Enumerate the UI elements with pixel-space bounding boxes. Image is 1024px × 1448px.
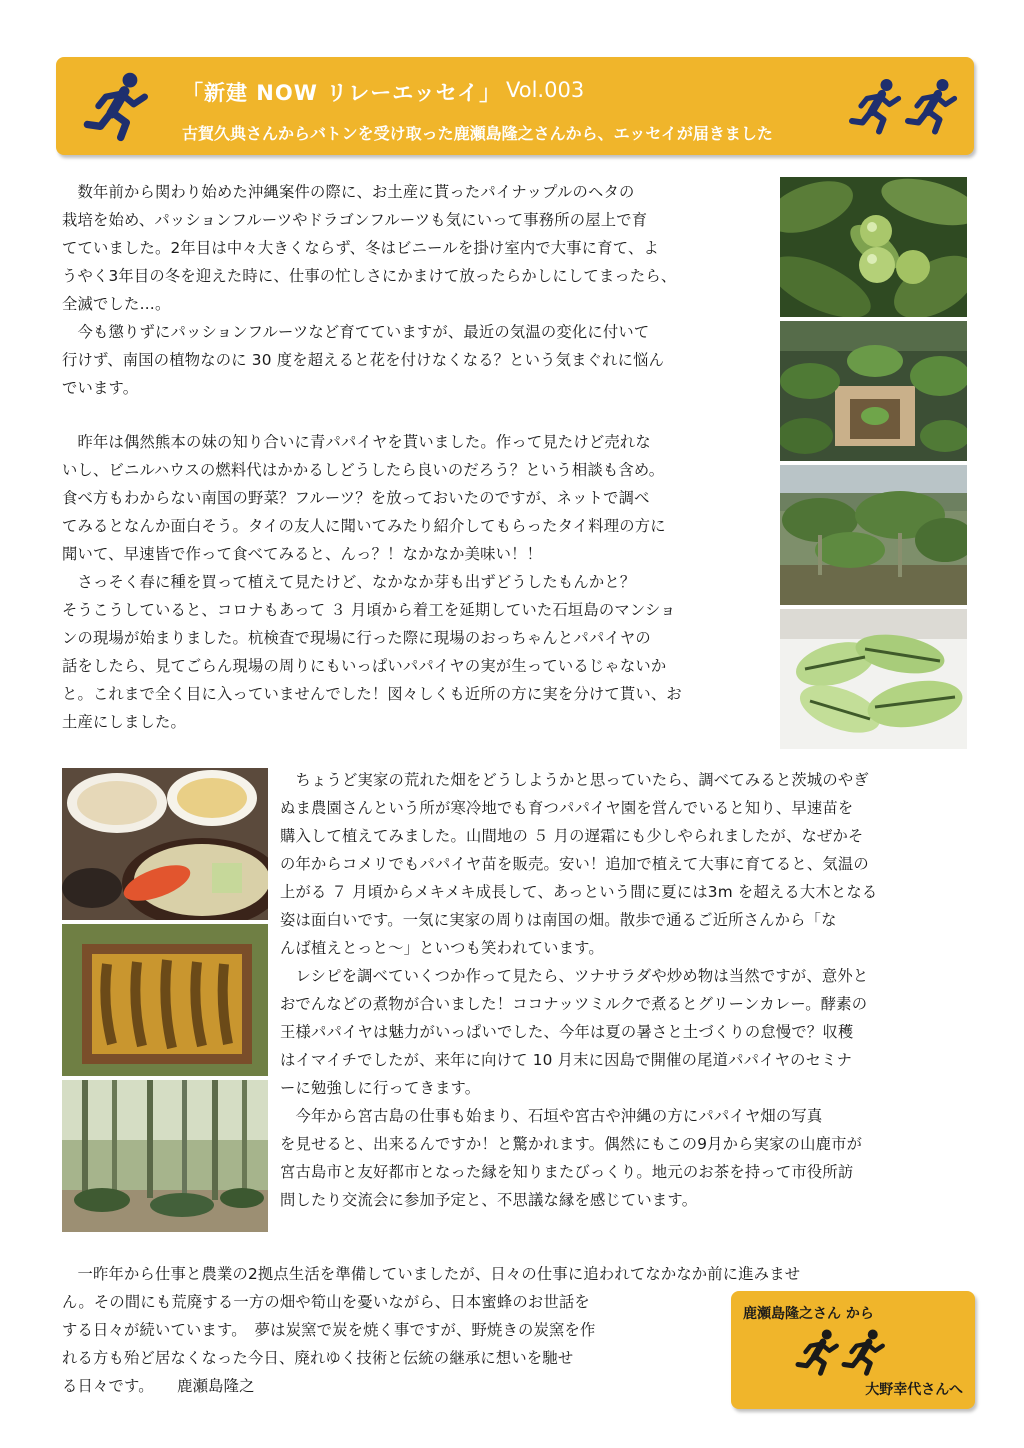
runner-icon xyxy=(902,75,962,137)
relay-to: 大野幸代さんへ xyxy=(865,1382,963,1398)
banner-subtitle: 古賀久典さんからバトンを受け取った鹿瀬島隆之さんから、エッセイが届きました xyxy=(182,124,773,143)
runner-icon xyxy=(846,75,906,137)
relay-box xyxy=(731,1291,975,1409)
photo-passionfruit xyxy=(780,177,967,317)
photo-sliced-papaya xyxy=(780,609,967,749)
photo-papaya-field xyxy=(780,465,967,605)
essay-paragraph-4: 一昨年から仕事と農業の2拠点生活を準備していましたが、日々の仕事に追われてなかなか前に進みませ ん。その間にも荒廃する一方の畑や筍山を憂いながら、日本蜜蜂のお世話を xyxy=(62,1265,801,1311)
photo-papaya-dishes xyxy=(62,768,268,920)
photo-seedlings xyxy=(780,321,967,461)
essay-paragraph-3: ちょうど実家の荒れた畑をどうしようかと思っていたら、調べてみると茨城のやぎ ぬま農園さんという所が寒冷地でも育つパパイヤ園を営んでいると知り、早速苗を 購入して植えてみました。山間地の ５ 月の遅霜にも少しやられましたが、なぜかそ の年からコメリでもパパイヤ苗を販売。安い！追加で植えて大事に育てると、気温の 上がる ７ 月頃からメキメキ成長して、あっという間に夏には3m を超える大木となる 姿は面白いです。一気に実家の周りは南国の畑。散歩で通るご近所さんから「な んば植えとっと～」といつも笑われています。 レシピを調べていくつか作って見たら、ツナサラダや炒め物は当然ですが、意外と おでんなどの煮物が合いました！ココナッツミルクで煮るとグリーンカレー。酵素の 王様パパイヤは魅力がいっぱいでした、今年は夏の暑さと土づくりの怠慢で？収穫 はイマイチでしたが、来年に向けて 10 月末に因島で開催の尾道パパイヤのセミナ ーに勉強しに行ってきます。 今年から宮古島の仕事も始まり、石垣や宮古や沖縄の方にパパイヤ畑の写真 を見せると、出来るんですか！と驚かれます。偶然にもこの9月から実家の山鹿市が 宮古島市と友好都市となった縁を知りまたびっくり。地元のお茶を持って市役所訪 問したり交流会に参加予定と、不思議な縁を感じています。 xyxy=(280,771,878,1209)
photo-bamboo-grove xyxy=(62,1080,268,1232)
runner-icon xyxy=(78,69,156,143)
runner-icon xyxy=(839,1327,889,1377)
volume-number: Vol.003 xyxy=(506,78,585,102)
essay-paragraph-2: 昨年は偶然熊本の妹の知り合いに青パパイヤを貰いました。作って見たけど売れな いし、ビニルハウスの燃料代はかかるしどうしたら良いのだろう？という相談も含め。 食べ方もわからない南国の野菜？フルーツ？を放っておいたのですが、ネットで調べ てみるとなんか面白そう。タイの友人に聞いてみたり紹介してもらったタイ料理の方に 聞いて、早速皆で作って食べてみると、んっ？！なかなか美味い！！ さっそく春に種を買って植えて見たけど、なかなか芽も出ずどうしたもんかと？ そうこうしていると、コロナもあって ３ 月頃から着工を延期していた石垣島のマンショ ンの現場が始まりました。杭検査で現場に行った際に現場のおっちゃんとパパイヤの 話をしたら、見てごらん現場の周りにもいっぱいパパイヤの実が生っているじゃないか と。これまで全く目に入っていませんでした！図々しくも近所の方に実を分けて貰い、お 土産にしました。 xyxy=(62,433,682,731)
relay-from: 鹿瀬島隆之さん から xyxy=(743,1306,874,1322)
runner-icon xyxy=(793,1327,843,1377)
header-banner xyxy=(56,57,974,155)
series-title: 「新建 NOW リレーエッセイ」 xyxy=(182,81,502,105)
essay-paragraph-1: 数年前から関わり始めた沖縄案件の際に、お土産に貰ったパイナップルのヘタの 栽培を始め、パッションフルーツやドラゴンフルーツも気にいって事務所の屋上で育 てていました。2年目は中々大きくならず、冬はビニールを掛け室内で大事に育て、よ うやく3年目の冬を迎えた時に、仕事の忙しさにかまけて放ったらかしにしてまったら、 全滅でした…。 今も懲りずにパッションフルーツなど育てていますが、最近の気温の変化に付いて 行けず、南国の植物なのに 30 度を超えると花を付けなくなる？という気まぐれに悩ん でいます。 xyxy=(62,183,677,397)
essay-paragraph-4-end: する日々が続いています。 夢は炭窯で炭を焼く事ですが、野焼きの炭窯を作 れる方も殆ど居なくなった今日、廃れゆく技術と伝統の継承に想いを馳せ る日々です。 鹿瀬島隆之 xyxy=(62,1321,596,1395)
photo-honeycomb xyxy=(62,924,268,1076)
